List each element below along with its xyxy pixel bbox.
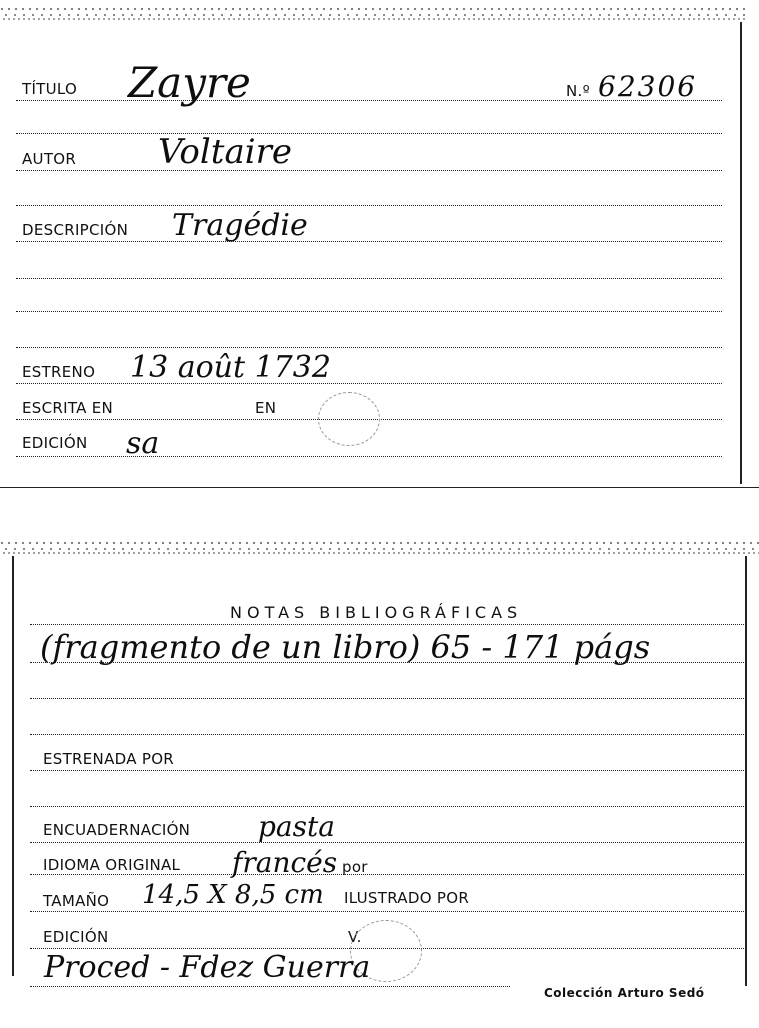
idioma-label: IDIOMA ORIGINAL [43,856,181,874]
titulo-label: TÍTULO [22,80,78,98]
estreno-line [16,383,722,384]
rule-line [30,806,746,807]
edicion-label: EDICIÓN [22,434,88,452]
titulo-value: Zayre [128,58,251,107]
estrenada-line [30,770,746,771]
rule-line [16,347,722,348]
card-edge-texture [0,540,759,556]
numero-label: N.º [566,82,590,100]
en-label: EN [255,399,277,417]
encuadernacion-label: ENCUADERNACIÓN [43,821,191,839]
rule-line [16,133,722,134]
procedencia-line [30,986,510,987]
autor-line [16,170,722,171]
edicion-label: EDICIÓN [43,928,109,946]
numero-value: 62306 [598,70,698,103]
rule-line [16,311,722,312]
edicion-line [16,456,722,457]
autor-value: Voltaire [158,132,292,172]
idioma-value: francés [232,846,338,879]
edicion-value: sa [126,426,160,461]
v-label: V. [348,928,362,946]
coleccion-credit: Colección Arturo Sedó [544,986,705,1000]
estreno-label: ESTRENO [22,363,96,381]
card-left-border [12,556,14,976]
card-right-border [740,22,742,484]
encuadernacion-line [30,842,746,843]
descripcion-line [16,241,722,242]
rule-line [16,205,722,206]
autor-label: AUTOR [22,150,77,168]
tamano-line [30,911,746,912]
card-bottom-border [0,487,759,488]
rule-line [30,698,746,699]
notas-title: NOTAS BIBLIOGRÁFICAS [230,603,523,622]
ilustrado-label: ILUSTRADO POR [344,889,470,907]
escrita-en-label: ESCRITA EN [22,399,114,417]
notas-value: (fragmento de un libro) 65 - 171 págs [40,628,651,666]
descripcion-value: Tragédie [172,208,308,243]
estreno-value: 13 août 1732 [130,350,331,385]
card-edge-texture [0,6,748,22]
por-label: por [342,858,368,876]
rule-line [16,278,722,279]
tamano-label: TAMAÑO [43,892,110,910]
encuadernacion-value: pasta [258,810,335,843]
rule-line [30,624,746,625]
ink-smudge [318,392,380,446]
descripcion-label: DESCRIPCIÓN [22,221,129,239]
tamano-value: 14,5 X 8,5 cm [142,880,324,910]
card-right-border [745,556,747,986]
procedencia-value: Proced - Fdez Guerra [44,950,371,985]
estrenada-por-label: ESTRENADA POR [43,750,175,768]
rule-line [30,734,746,735]
idioma-line [30,874,746,875]
